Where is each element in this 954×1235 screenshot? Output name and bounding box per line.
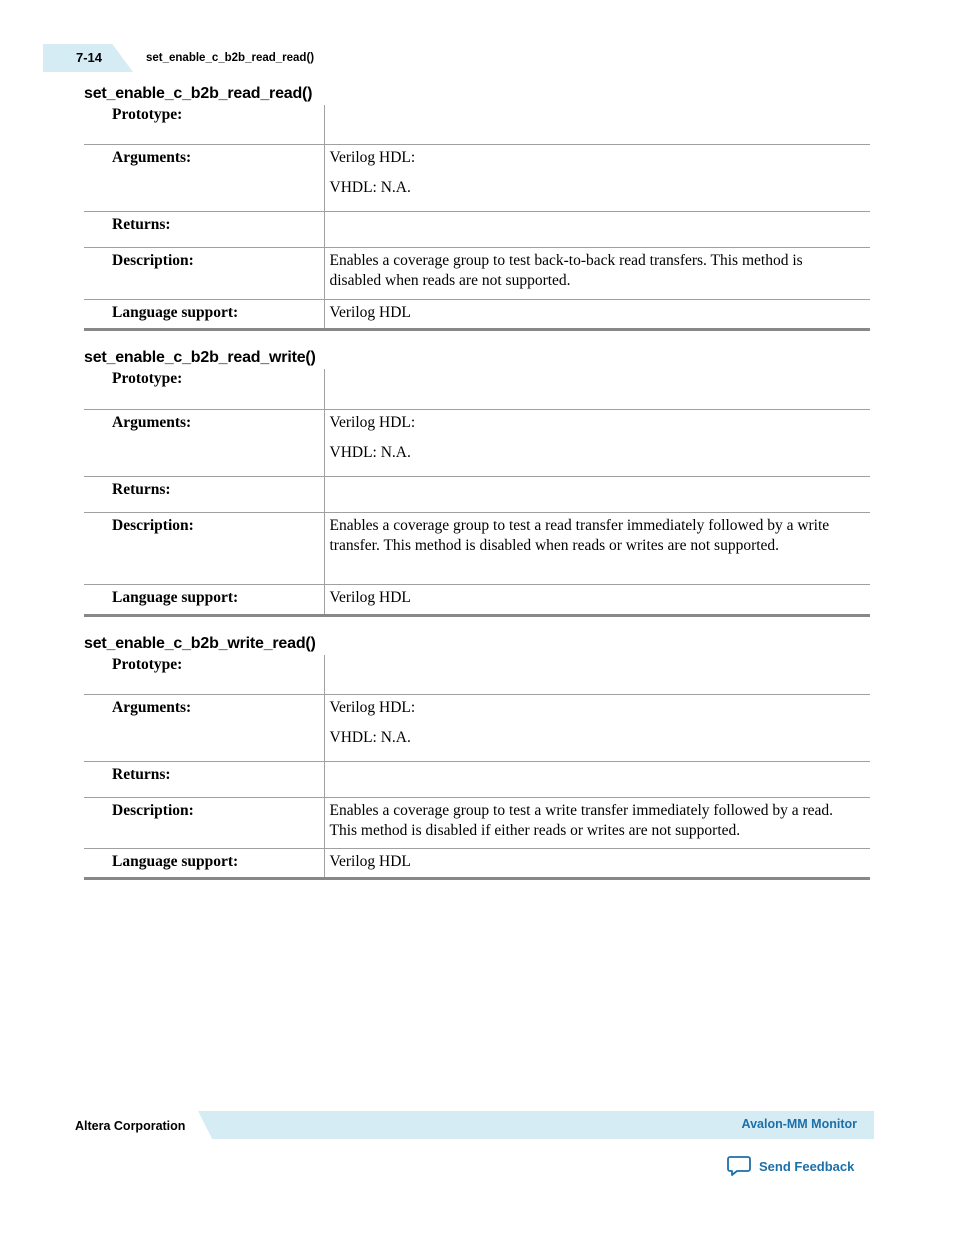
method-table	[84, 369, 870, 617]
description-row	[84, 247, 870, 299]
arguments-value	[324, 409, 870, 476]
language-label: Language support:	[112, 588, 239, 606]
arguments-value	[324, 694, 870, 761]
section-title: set_enable_c_b2b_read_read()	[84, 85, 313, 102]
arguments-row	[84, 144, 870, 211]
arguments-label: Arguments:	[112, 413, 192, 431]
prototype-label: Prototype:	[112, 106, 183, 123]
description-row	[84, 512, 870, 584]
language-label: Language support:	[112, 303, 239, 321]
language-row	[84, 848, 870, 878]
method-section-b2b-write-read	[84, 633, 870, 880]
section-title: set_enable_c_b2b_write_read()	[84, 635, 316, 652]
prototype-row	[84, 105, 870, 144]
description-value: Enables a coverage group to test a read transfer immediately followed by a write transfer. This method is disabled when reads or writes are not supported.	[324, 512, 870, 584]
arguments-vhdl: VHDL: N.A.	[329, 444, 411, 461]
section-title: set_enable_c_b2b_read_write()	[84, 349, 316, 366]
arguments-verilog: Verilog HDL:	[329, 148, 416, 166]
arguments-label: Arguments:	[112, 698, 192, 716]
method-section-b2b-read-write	[84, 347, 870, 617]
running-title: set_enable_c_b2b_read_read()	[146, 52, 315, 64]
language-row	[84, 299, 870, 329]
returns-label: Returns:	[112, 480, 171, 498]
prototype-row	[84, 655, 870, 694]
language-value: Verilog HDL	[324, 848, 870, 878]
description-value: Enables a coverage group to test back-to-back read transfers. This method is disabled when reads are not supported.	[324, 247, 870, 299]
send-feedback-label: Send Feedback	[759, 1158, 855, 1174]
language-row	[84, 584, 870, 615]
arguments-label: Arguments:	[112, 148, 192, 166]
method-section-b2b-read-read	[84, 83, 870, 331]
prototype-value	[324, 369, 870, 409]
prototype-value	[324, 655, 870, 694]
method-table	[84, 655, 870, 880]
returns-row	[84, 211, 870, 247]
returns-value	[324, 211, 870, 247]
returns-label: Returns:	[112, 215, 171, 233]
prototype-label: Prototype:	[112, 656, 183, 673]
prototype-label: Prototype:	[112, 370, 183, 387]
description-row	[84, 797, 870, 848]
arguments-vhdl: VHDL: N.A.	[329, 179, 411, 196]
returns-label: Returns:	[112, 765, 171, 783]
prototype-value	[324, 105, 870, 144]
description-label: Description:	[112, 801, 194, 819]
arguments-row	[84, 694, 870, 761]
language-label: Language support:	[112, 852, 239, 870]
language-value: Verilog HDL	[324, 299, 870, 329]
returns-value	[324, 761, 870, 797]
returns-row	[84, 476, 870, 512]
document-title-link[interactable]: Avalon-MM Monitor	[741, 1117, 857, 1131]
arguments-value	[324, 144, 870, 211]
returns-row	[84, 761, 870, 797]
returns-value	[324, 476, 870, 512]
arguments-row	[84, 409, 870, 476]
language-value: Verilog HDL	[324, 584, 870, 615]
description-label: Description:	[112, 251, 194, 269]
description-label: Description:	[112, 516, 194, 534]
arguments-vhdl: VHDL: N.A.	[329, 729, 411, 746]
prototype-row	[84, 369, 870, 409]
arguments-verilog: Verilog HDL:	[329, 413, 416, 431]
page-number: 7-14	[76, 50, 103, 65]
method-table	[84, 105, 870, 331]
description-value: Enables a coverage group to test a write transfer immediately followed by a read. This method is disabled if either reads or writes are not supported.	[324, 797, 870, 848]
speech-bubble-icon	[727, 1155, 751, 1177]
company-name: Altera Corporation	[75, 1119, 186, 1133]
arguments-verilog: Verilog HDL:	[329, 698, 416, 716]
send-feedback-link[interactable]	[727, 1154, 854, 1178]
